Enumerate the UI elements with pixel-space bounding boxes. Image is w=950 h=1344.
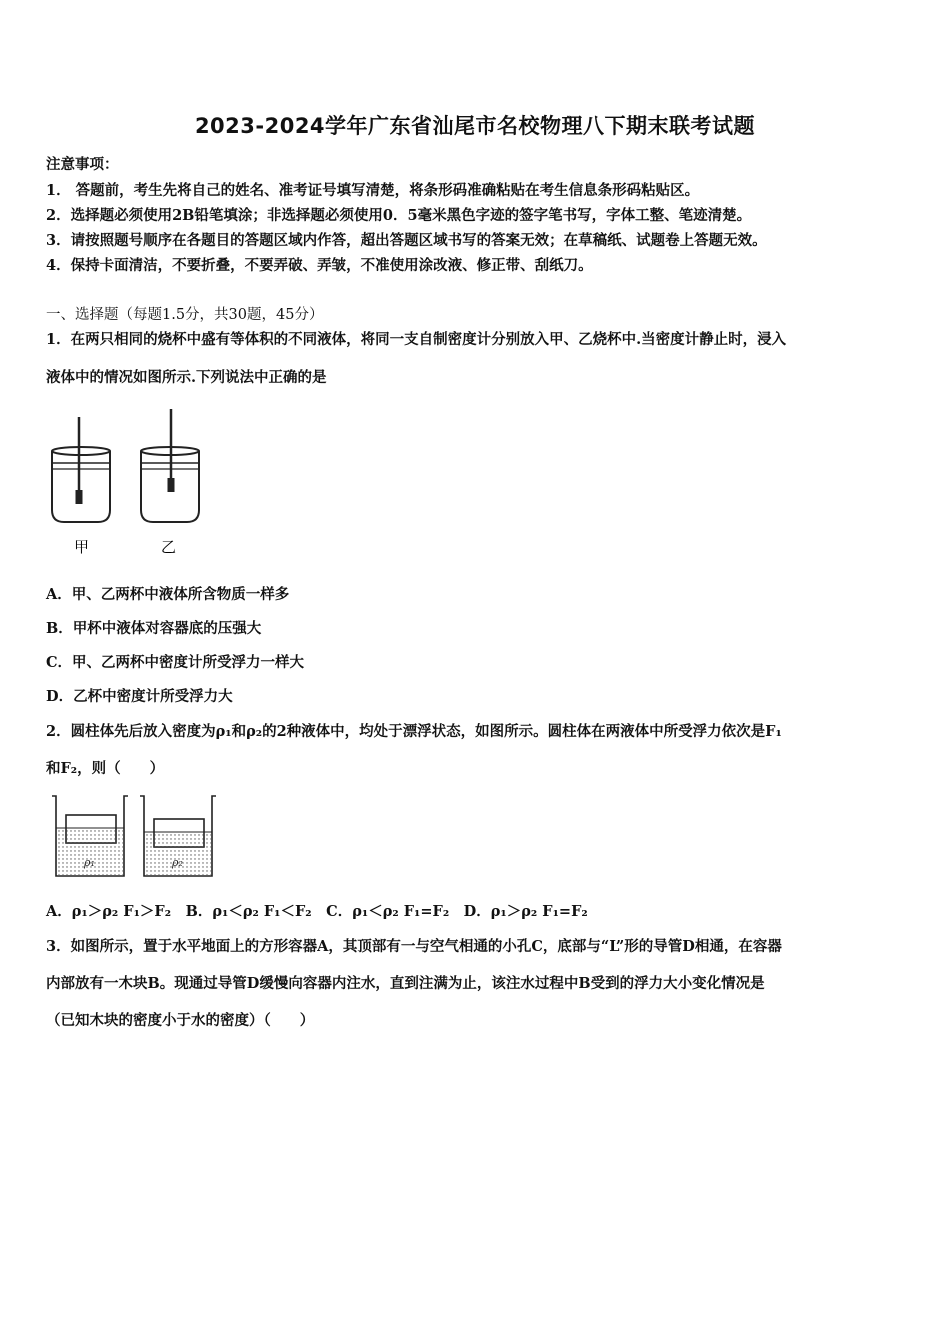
beaker-label-yi: 乙	[161, 538, 177, 556]
cylinder-figure	[46, 790, 226, 885]
question-3-text-cont: 内部放有一木块B。现通过导管D缓慢向容器内注水，直到注满为止，该注水过程中B受到的浮力大小变化情况是	[46, 975, 765, 992]
section-heading: 一、选择题（每题1.5分，共30题，45分）	[46, 307, 324, 323]
notice-item: 4．保持卡面清洁，不要折叠，不要弄破、弄皱，不准使用涂改液、修正带、刮纸刀。	[46, 257, 593, 274]
hydrometer-figure	[46, 405, 216, 560]
question-1-text-cont: 液体中的情况如图所示.下列说法中正确的是	[46, 369, 327, 386]
option-c: C．甲、乙两杯中密度计所受浮力一样大	[46, 654, 305, 671]
question-2-text: 2．圆柱体先后放入密度为ρ₁和ρ₂的2种液体中，均处于漂浮状态，如图所示。圆柱体在两液体中所受浮力依次是F₁	[46, 723, 782, 740]
notice-item: 2．选择题必须使用2B铅笔填涂；非选择题必须使用0．5毫米黑色字迹的签字笔书写，字体工整、笔迹清楚。	[46, 207, 752, 224]
liquid-label-rho1: ρ₁	[84, 856, 95, 869]
option-d: D．乙杯中密度计所受浮力大	[46, 688, 233, 705]
question-3-text-cont2: （已知木块的密度小于水的密度）（ ）	[46, 1012, 315, 1029]
option-b: B．甲杯中液体对容器底的压强大	[46, 620, 262, 637]
question-1-text: 1．在两只相同的烧杯中盛有等体积的不同液体，将同一支自制密度计分别放入甲、乙烧杯中.当密度计静止时，浸入	[46, 331, 787, 348]
question-2-text-cont: 和F₂，则（ ）	[46, 760, 165, 777]
question-3-text: 3．如图所示，置于水平地面上的方形容器A，其顶部有一与空气相通的小孔C，底部与“L”形的导管D相通，在容器	[46, 938, 782, 955]
option-a: A．甲、乙两杯中液体所含物质一样多	[46, 586, 290, 603]
liquid-label-rho2: ρ₂	[172, 856, 183, 869]
notice-heading: 注意事项：	[46, 156, 119, 173]
notice-item: 3．请按照题号顺序在各题目的答题区域内作答，超出答题区域书写的答案无效；在草稿纸、试题卷上答题无效。	[46, 232, 767, 249]
question-2-options: A．ρ₁＞ρ₂ F₁＞F₂ B．ρ₁＜ρ₂ F₁＜F₂ C．ρ₁＜ρ₂ F₁=F₂ D．ρ₁＞ρ₂ F₁=F₂	[46, 903, 588, 920]
notice-item: 1． 答题前，考生先将自己的姓名、准考证号填写清楚，将条形码准确粘贴在考生信息条形码粘贴区。	[46, 182, 700, 199]
beaker-label-jia: 甲	[74, 538, 90, 556]
page-title: 2023-2024学年广东省汕尾市名校物理八下期末联考试题	[194, 114, 756, 138]
